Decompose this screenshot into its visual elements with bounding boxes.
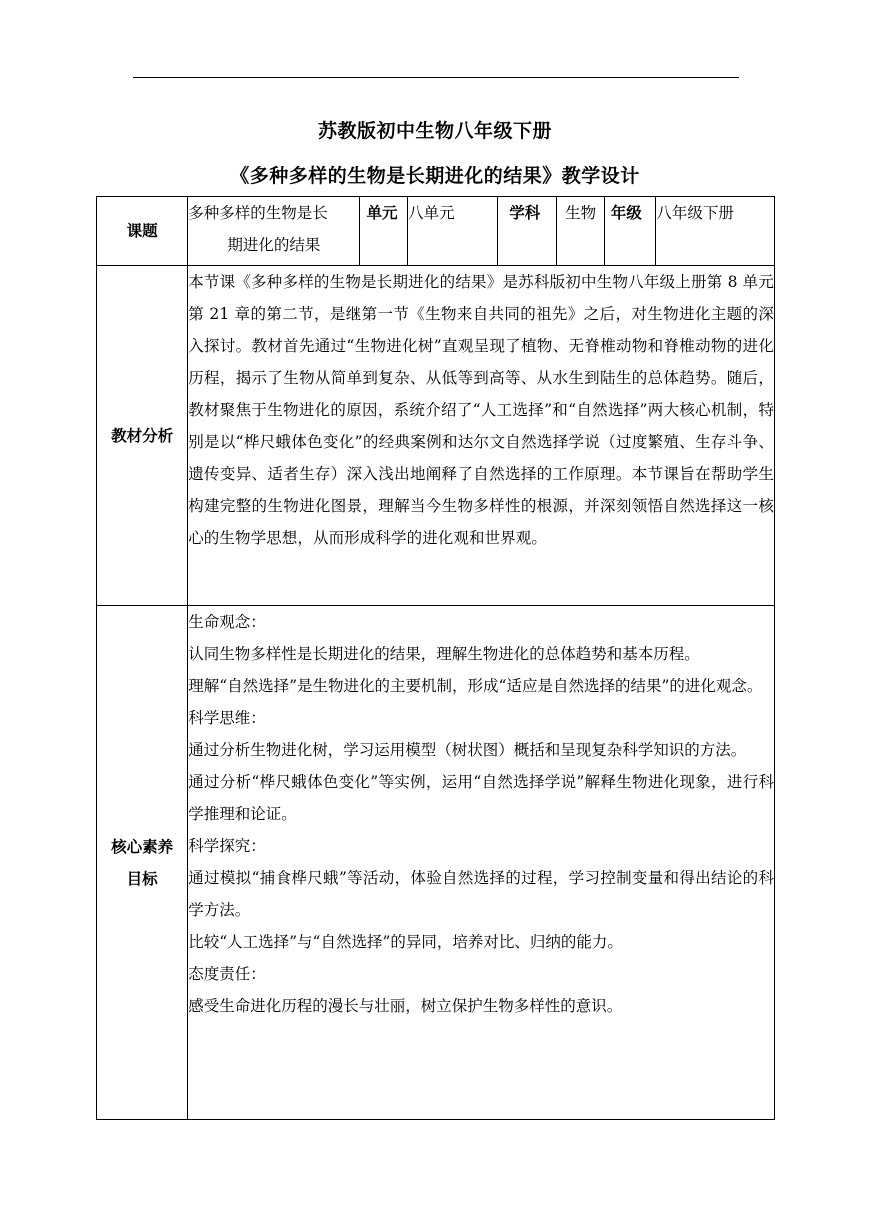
subject-value: 生物 [557, 197, 605, 266]
document-title: 苏教版初中生物八年级下册 [317, 120, 552, 142]
goal-item: 理解“自然选择”是生物进化的主要机制，形成“适应是自然选择的结果”的进化观念。 [188, 677, 763, 695]
lesson-plan-table [96, 196, 775, 1120]
analysis-label: 教材分析 [97, 266, 188, 606]
analysis-text: 本节课《多种多样的生物是长期进化的结果》是苏科版初中生物八年级上册第 8 单元第 21 章的第二节，是继第一节《生物来自共同的祖先》之后，对生物进化主题的深入探讨。教材首先通过“生物进化树”直观呈现了植物、无脊椎动物和脊椎动物的进化历程，揭示了生物从简单到复杂、从低等到高等、从水生到陆生的总体趋势。随后，教材聚焦于生物进化的原因，系统介绍了“人工选择”和“自然选择”两大核心机制，特别是以“桦尺蛾体色变化”的经典案例和达尔文自然选择学说（过度繁殖、生存斗争、遗传变异、适者生存）深入浅出地阐释了自然选择的工作原理。本节课旨在帮助学生构建完整的生物进化图景，理解当今生物多样性的根源，并深刻领悟自然选择这一核心的生物学思想，从而形成科学的进化观和世界观。 [188, 266, 775, 606]
topic-label: 课题 [97, 197, 188, 266]
goal-heading-scientific-thinking: 科学思维： [188, 709, 266, 727]
goal-item: 通过分析生物进化树，学习运用模型（树状图）概括和呈现复杂科学知识的方法。 [188, 741, 747, 759]
grade-value: 八年级下册 [656, 197, 775, 266]
topic-value-line2: 期进化的结果 [227, 236, 321, 254]
unit-value: 八单元 [408, 197, 498, 266]
goal-item: 通过分析“桦尺蛾体色变化”等实例，运用“自然选择学说”解释生物进化现象，进行科学推理和论证。 [188, 773, 774, 823]
goal-item: 通过模拟“捕食桦尺蛾”等活动，体验自然选择的过程，学习控制变量和得出结论的科学方法。 [188, 869, 774, 919]
analysis-row [97, 266, 775, 606]
unit-label: 单元 [360, 197, 408, 266]
header-row [97, 197, 775, 266]
goal-item: 比较“人工选择”与“自然选择”的异同，培养对比、归纳的能力。 [188, 933, 623, 951]
document-subtitle: 《多种多样的生物是长期进化的结果》教学设计 [230, 165, 640, 187]
goal-heading-scientific-inquiry: 科学探究： [188, 837, 266, 855]
core-literacy-goals [188, 606, 775, 1120]
grade-label: 年级 [604, 197, 656, 266]
core-literacy-label-line2: 目标 [126, 869, 158, 888]
header-rule [133, 77, 739, 78]
goal-heading-life-concept: 生命观念： [188, 613, 266, 631]
topic-value-line1: 多种多样的生物是长 [188, 204, 328, 222]
core-literacy-row [97, 606, 775, 1120]
goal-item: 感受生命进化历程的漫长与壮丽，树立保护生物多样性的意识。 [188, 997, 623, 1015]
goal-item: 认同生物多样性是长期进化的结果，理解生物进化的总体趋势和基本历程。 [188, 645, 700, 663]
core-literacy-label [97, 606, 188, 1120]
goal-heading-attitude-responsibility: 态度责任： [188, 965, 266, 983]
topic-value [188, 197, 360, 266]
subject-label: 学科 [498, 197, 557, 266]
core-literacy-label-line1: 核心素养 [111, 837, 174, 856]
